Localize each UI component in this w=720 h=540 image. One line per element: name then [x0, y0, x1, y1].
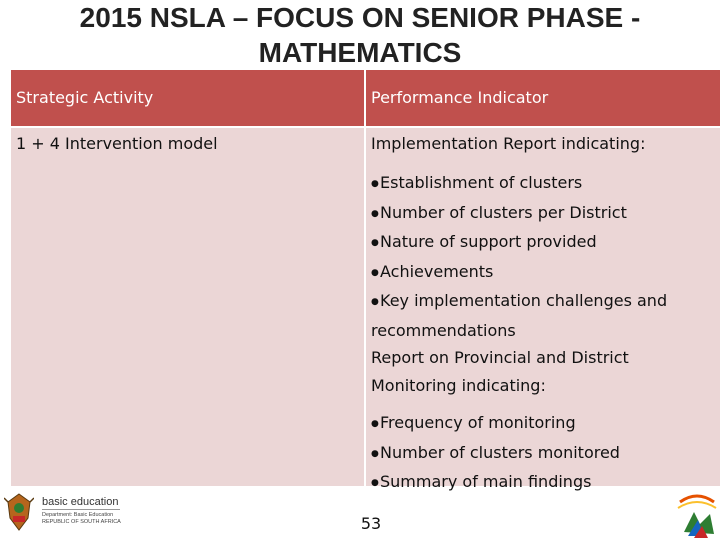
continuation-line: recommendations	[371, 320, 516, 340]
anniversary-logo-icon	[674, 492, 720, 540]
bullet-icon: ●	[371, 419, 379, 429]
bullet-icon: ●	[371, 448, 379, 459]
list-item: ●Summary of main findings	[371, 468, 720, 498]
bullet-icon: ●	[371, 238, 379, 248]
indicator-table	[11, 70, 720, 491]
brand-name: basic education	[42, 496, 119, 508]
list-item: ●Nature of support provided	[371, 228, 720, 258]
slide-title-line-2: MATHEMATICS	[258, 37, 462, 68]
continuation-line: Monitoring indicating:	[371, 375, 546, 395]
list-item: ●Achievements	[371, 258, 720, 288]
activity-text: 1 + 4 Intervention model	[16, 134, 218, 153]
list-item: ●Number of clusters monitored	[371, 439, 720, 469]
page-number: 53	[360, 514, 382, 533]
list-item: ●Key implementation challenges and	[371, 287, 720, 317]
cell-performance-indicator	[366, 128, 720, 491]
bullet-icon: ●	[371, 267, 379, 278]
header-strategic-activity: Strategic Activity	[11, 70, 364, 126]
brand-subtitle: Department: Basic Education REPUBLIC OF SOUTH AFRICA	[42, 512, 121, 525]
list-item: ●Number of clusters per District	[371, 199, 720, 229]
list-item: ●Frequency of monitoring	[371, 409, 720, 439]
continuation-line: Report on Provincial and District	[371, 348, 629, 367]
bullet-icon: ●	[371, 297, 379, 307]
brand-divider	[42, 509, 120, 510]
slide-title	[0, 0, 720, 70]
slide-title-line-1: 2015 NSLA – FOCUS ON SENIOR PHASE -	[79, 2, 641, 33]
bullet-icon: ●	[371, 478, 379, 488]
cell-strategic-activity	[11, 128, 364, 486]
list-item: ●Establishment of clusters	[371, 169, 720, 199]
bullet-icon: ●	[371, 208, 379, 219]
bullet-icon: ●	[371, 179, 379, 189]
header-performance-indicator: Performance Indicator	[366, 70, 720, 126]
indicator-intro: Implementation Report indicating:	[371, 134, 646, 153]
